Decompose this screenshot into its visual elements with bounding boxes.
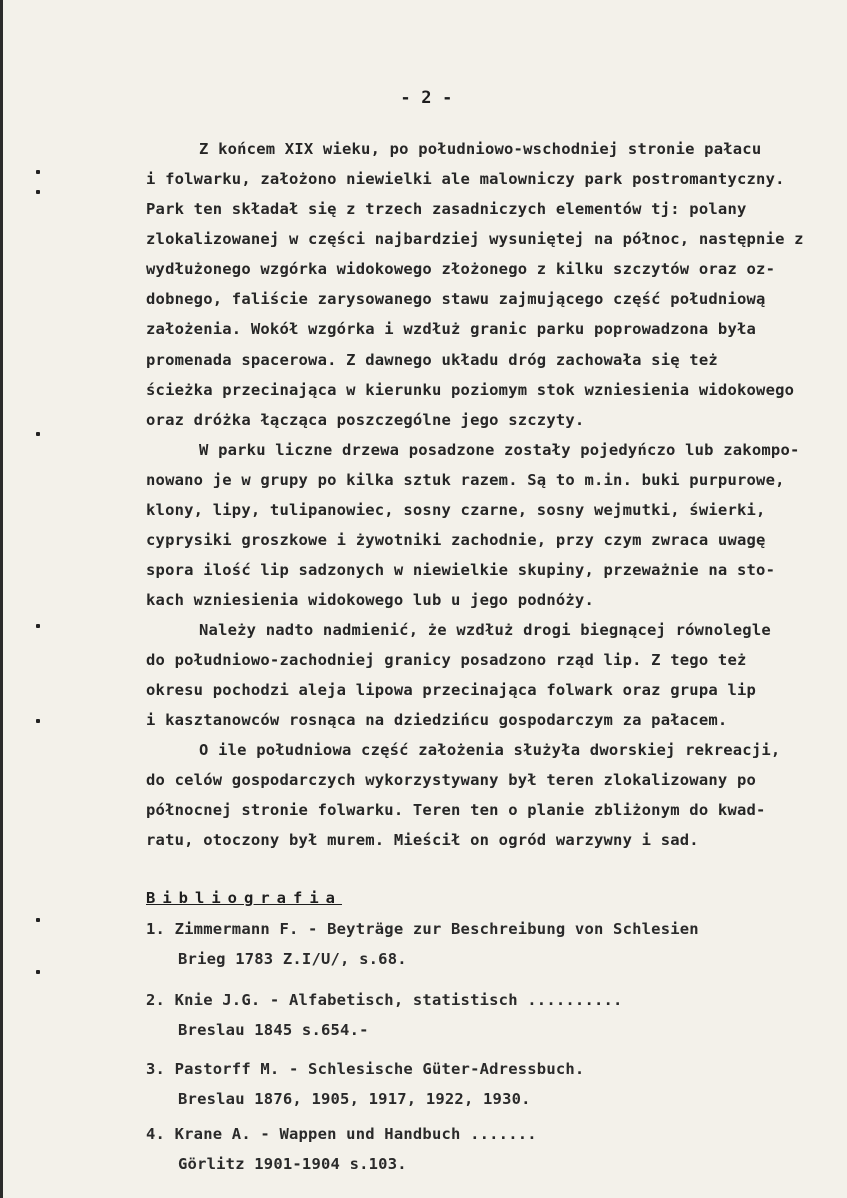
bibliography-entry-continuation: Breslau 1876, 1905, 1917, 1922, 1930. <box>178 1090 531 1108</box>
body-line: kach wzniesienia widokowego lub u jego podnóży. <box>146 591 594 609</box>
margin-mark <box>36 624 40 628</box>
body-line: Park ten składał się z trzech zasadniczych elementów tj: polany <box>146 200 747 218</box>
bibliography-entry: 3. Pastorff M. - Schlesische Güter-Adressbuch. <box>146 1060 585 1078</box>
margin-mark <box>36 170 40 174</box>
margin-mark <box>36 432 40 436</box>
body-line: W parku liczne drzewa posadzone zostały pojedyńczo lub zakompo- <box>199 441 800 459</box>
body-line: do południowo-zachodniej granicy posadzono rząd lip. Z tego też <box>146 651 747 669</box>
body-line: do celów gospodarczych wykorzystywany był teren zlokalizowany po <box>146 771 757 789</box>
body-line: klony, lipy, tulipanowiec, sosny czarne, sosny wejmutki, świerki, <box>146 501 766 519</box>
body-line: cyprysiki groszkowe i żywotniki zachodnie, przy czym zwraca uwagę <box>146 531 766 549</box>
body-line: oraz dróżka łącząca poszczególne jego szczyty. <box>146 411 585 429</box>
bibliography-entry: 2. Knie J.G. - Alfabetisch, statistisch .......... <box>146 991 623 1009</box>
bibliography-entry-continuation: Breslau 1845 s.654.- <box>178 1021 369 1039</box>
body-line: zlokalizowanej w części najbardziej wysuniętej na północ, następnie z <box>146 230 804 248</box>
bibliography-entry-continuation: Brieg 1783 Z.I/U/, s.68. <box>178 950 407 968</box>
body-line: i kasztanowców rosnąca na dziedzińcu gospodarczym za pałacem. <box>146 711 728 729</box>
body-line: ścieżka przecinająca w kierunku poziomym stok wzniesienia widokowego <box>146 381 795 399</box>
bibliography-entry-continuation: Görlitz 1901-1904 s.103. <box>178 1155 407 1173</box>
body-line: dobnego, faliście zarysowanego stawu zajmującego część południową <box>146 290 766 308</box>
body-line: okresu pochodzi aleja lipowa przecinająca folwark oraz grupa lip <box>146 681 757 699</box>
bibliography-entry: 4. Krane A. - Wappen und Handbuch ....... <box>146 1125 537 1143</box>
body-line: ratu, otoczony był murem. Mieścił on ogród warzywny i sad. <box>146 831 699 849</box>
body-line: założenia. Wokół wzgórka i wzdłuż granic parku poprowadzona była <box>146 320 757 338</box>
body-line: Z końcem XIX wieku, po południowo-wschodniej stronie pałacu <box>199 140 762 158</box>
margin-mark <box>36 970 40 974</box>
body-line: Należy nadto nadmienić, że wzdłuż drogi biegnącej równolegle <box>199 621 771 639</box>
margin-mark <box>36 190 40 194</box>
body-line: promenada spacerowa. Z dawnego układu dróg zachowała się też <box>146 351 718 369</box>
bibliography-heading: Bibliografia <box>146 889 342 907</box>
body-line: i folwarku, założono niewielki ale malowniczy park postromantyczny. <box>146 170 785 188</box>
bibliography-entry: 1. Zimmermann F. - Beyträge zur Beschreibung von Schlesien <box>146 920 699 938</box>
page-number: - 2 - <box>400 88 453 108</box>
margin-mark <box>36 918 40 922</box>
body-line: wydłużonego wzgórka widokowego złożonego z kilku szczytów oraz oz- <box>146 260 776 278</box>
body-line: nowano je w grupy po kilka sztuk razem. Są to m.in. buki purpurowe, <box>146 471 785 489</box>
body-line: północnej stronie folwarku. Teren ten o planie zbliżonym do kwad- <box>146 801 766 819</box>
margin-mark <box>36 719 40 723</box>
body-line: O ile południowa część założenia służyła dworskiej rekreacji, <box>199 741 781 759</box>
body-line: spora ilość lip sadzonych w niewielkie skupiny, przeważnie na sto- <box>146 561 776 579</box>
